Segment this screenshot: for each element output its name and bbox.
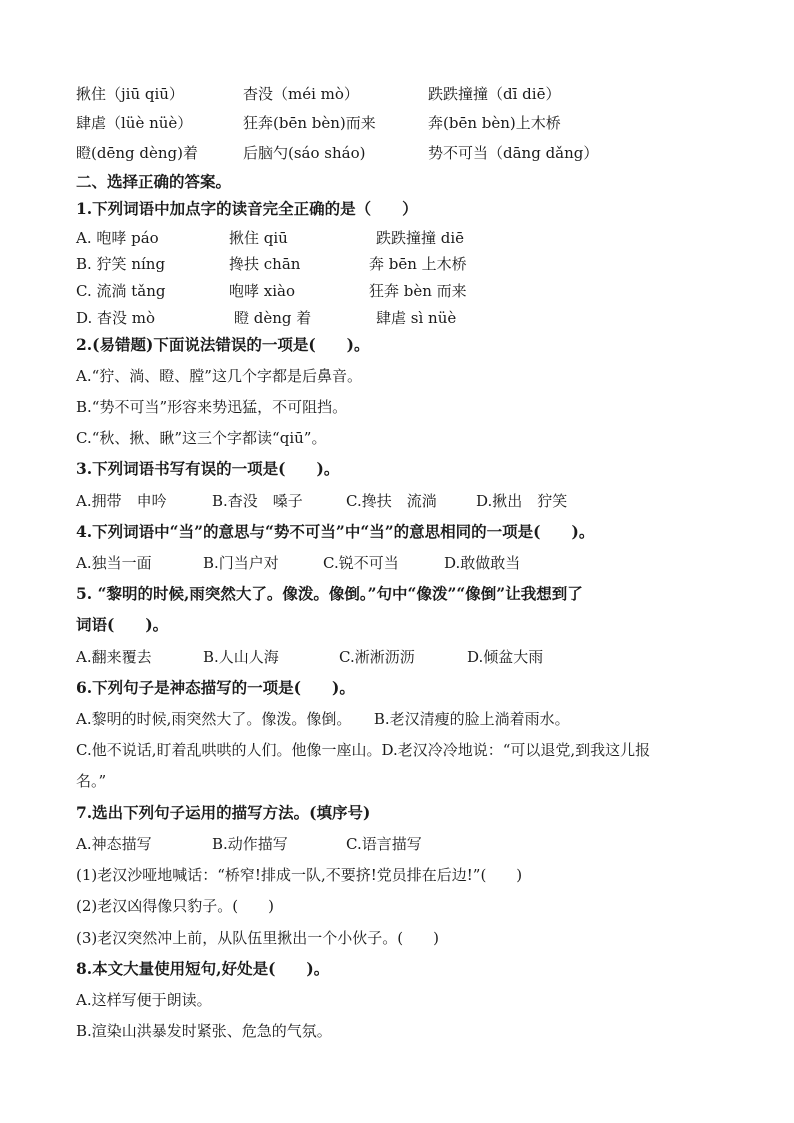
option-text: A.神态描写 [76,835,152,853]
word-item: 后脑勺(sáo sháo) [243,144,366,162]
option-text: 搀扶 chān [229,255,301,273]
option-text: 揪住 qiū [229,229,288,247]
option-text: 奔 bēn 上木桥 [369,255,467,273]
option-text: C.语言描写 [346,835,422,853]
question-stem: 6.下列句子是神态描写的一项是( )。 [76,678,355,697]
section-title: 二、选择正确的答案。 [76,172,232,191]
word-item: 肆虐（lüè nüè） [76,114,193,132]
option-text: 肆虐 sì nüè [376,309,457,327]
option-text: B. 狞笑 níng [76,255,166,273]
option-text: C. 流淌 tǎng [76,282,166,300]
option-text: A.黎明的时候,雨突然大了。像泼。像倒。 B.老汉清瘦的脸上淌着雨水。 [76,710,570,728]
option-text: C.锐不可当 [323,554,399,572]
option-text: B.门当户对 [203,554,279,572]
question-stem: 8.本文大量使用短句,好处是( )。 [76,959,330,978]
option-text: C.淅淅沥沥 [339,648,415,666]
word-item: 瞪(dēng dèng)着 [76,144,198,162]
option-text: D.揪出 狞笑 [476,492,568,510]
option-text: C.搀扶 流淌 [346,492,437,510]
option-text: A.这样写便于朗读。 [76,991,212,1009]
word-item: 杳没（méi mò） [243,85,359,103]
sentence-item: (3)老汉突然冲上前，从队伍里揪出一个小伙子。( ) [76,929,439,947]
option-text: 瞪 dèng 着 [234,309,312,327]
option-text: D.敢做敢当 [444,554,521,572]
question-stem: 5. “黎明的时候,雨突然大了。像泼。像倒。”句中“像泼”“像倒”让我想到了 [76,584,583,603]
word-item: 势不可当（dāng dǎng） [428,144,599,162]
option-text: D.倾盆大雨 [467,648,544,666]
option-text: A.翻来覆去 [76,648,152,666]
option-text: B.“势不可当”形容来势迅猛，不可阻挡。 [76,398,348,416]
option-text: 跌跌撞撞 diē [376,229,465,247]
question-stem: 3.下列词语书写有误的一项是( )。 [76,459,340,478]
sentence-item: (1)老汉沙哑地喊话：“桥窄!排成一队,不要挤!党员排在后边!”( ) [76,866,523,884]
option-text: D. 杳没 mò [76,309,156,327]
word-item: 奔(bēn bèn)上木桥 [428,114,561,132]
question-stem-continued: 词语( )。 [76,615,169,634]
question-stem: 2.(易错题)下面说法错误的一项是( )。 [76,335,370,354]
word-item: 揪住（jiū qiū） [76,85,184,103]
option-text: A.“狞、淌、瞪、膛”这几个字都是后鼻音。 [76,367,362,385]
option-text: C.他不说话,盯着乱哄哄的人们。他像一座山。D.老汉冷冷地说：“可以退党,到我这儿报 [76,741,651,759]
question-stem: 7.选出下列句子运用的描写方法。(填序号) [76,803,371,822]
option-text: 咆哮 xiào [229,282,295,300]
option-text: A.拥带 申吟 [76,492,167,510]
word-item: 跌跌撞撞（dī diē） [428,85,561,103]
option-text: B.人山人海 [203,648,279,666]
option-text: B.动作描写 [212,835,288,853]
question-stem: 1.下列词语中加点字的读音完全正确的是（ ） [76,199,418,218]
sentence-item: (2)老汉凶得像只豹子。( ) [76,897,274,915]
option-text: C.“秋、揪、瞅”这三个字都读“qiū”。 [76,429,327,447]
option-text: 狂奔 bèn 而来 [369,282,467,300]
option-text: A.独当一面 [76,554,152,572]
word-item: 狂奔(bēn bèn)而来 [243,114,376,132]
option-text: B.杳没 嗓子 [212,492,303,510]
option-text: 名。” [76,772,107,790]
option-text: B.渲染山洪暴发时紧张、危急的气氛。 [76,1022,332,1040]
question-stem: 4.下列词语中“当”的意思与“势不可当”中“当”的意思相同的一项是( )。 [76,522,595,541]
option-text: A. 咆哮 páo [76,229,159,247]
